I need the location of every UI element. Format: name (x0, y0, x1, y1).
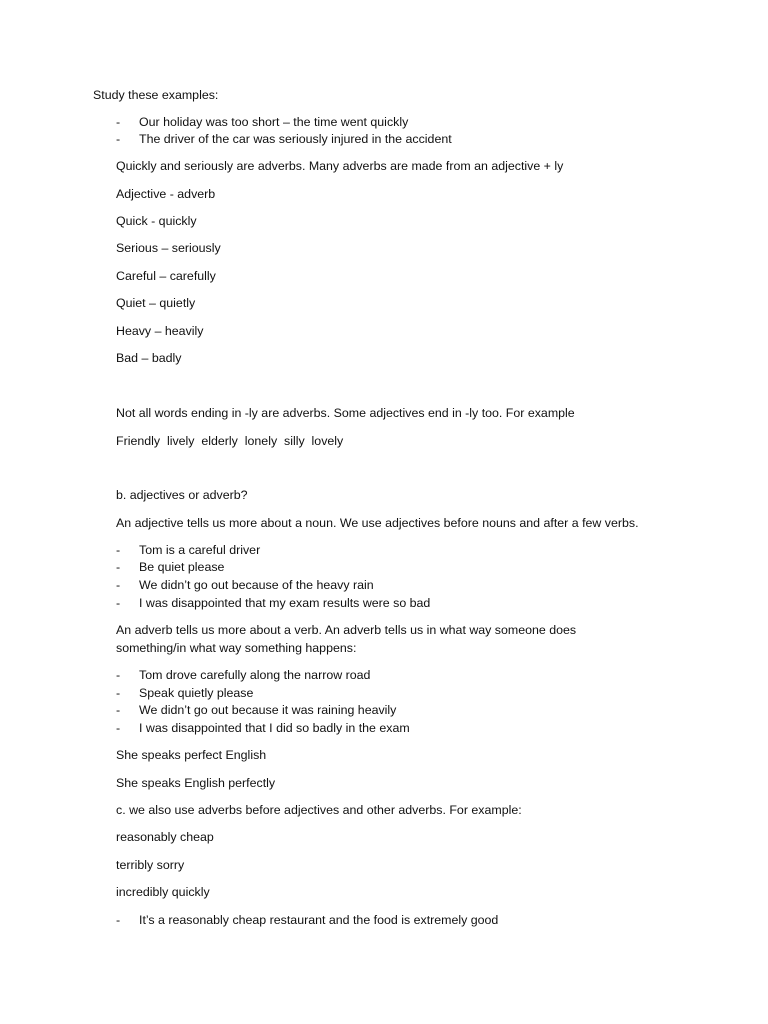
bullet-dash: - (116, 543, 121, 557)
compare-line: She speaks English perfectly (116, 776, 276, 790)
pair-line: Quick - quickly (116, 214, 197, 228)
adjective-bullet: Be quiet please (139, 560, 225, 574)
bullet-dash: - (116, 132, 121, 146)
adverb-definition-line-1: An adverb tells us more about a verb. An adverb tells us in what way someone does (116, 623, 577, 637)
pair-line: Quiet – quietly (116, 296, 196, 310)
adverb-definition-line-2: something/in what way something happens: (116, 641, 357, 655)
adjective-bullet: We didn’t go out because of the heavy rain (139, 578, 374, 592)
adverb-bullet: Tom drove carefully along the narrow road (139, 668, 371, 682)
bullet-dash: - (116, 686, 121, 700)
ly-examples: Friendly lively elderly lonely silly lovely (116, 434, 344, 448)
pair-line: Careful – carefully (116, 269, 216, 283)
adjective-definition: An adjective tells us more about a noun. We use adjectives before nouns and after a few verbs. (116, 516, 639, 530)
bullet-dash: - (116, 913, 121, 927)
section-c-heading: c. we also use adverbs before adjectives and other adverbs. For example: (116, 803, 522, 817)
example-phrase: incredibly quickly (116, 885, 210, 899)
adverb-bullet: We didn’t go out because it was raining heavily (139, 703, 397, 717)
adjective-bullet: Tom is a careful driver (139, 543, 261, 557)
bullet-dash: - (116, 721, 121, 735)
adjective-bullet: I was disappointed that my exam results were so bad (139, 596, 431, 610)
adverb-bullet: I was disappointed that I did so badly in the exam (139, 721, 410, 735)
bullet-dash: - (116, 668, 121, 682)
pair-line: Heavy – heavily (116, 324, 204, 338)
section-b-heading: b. adjectives or adverb? (116, 488, 248, 502)
section-c-bullet: It’s a reasonably cheap restaurant and the food is extremely good (139, 913, 499, 927)
bullet-dash: - (116, 596, 121, 610)
pair-line: Serious – seriously (116, 241, 221, 255)
pair-line: Adjective - adverb (116, 187, 216, 201)
intro-bullet: The driver of the car was seriously injured in the accident (139, 132, 452, 146)
bullet-dash: - (116, 578, 121, 592)
bullet-dash: - (116, 703, 121, 717)
adverb-info: Quickly and seriously are adverbs. Many adverbs are made from an adjective + ly (116, 159, 564, 173)
ly-note: Not all words ending in -ly are adverbs. Some adjectives end in -ly too. For example (116, 406, 575, 420)
bullet-dash: - (116, 560, 121, 574)
bullet-dash: - (116, 115, 121, 129)
compare-line: She speaks perfect English (116, 748, 267, 762)
example-phrase: reasonably cheap (116, 830, 214, 844)
intro-bullet: Our holiday was too short – the time went quickly (139, 115, 409, 129)
intro-heading: Study these examples: (93, 88, 219, 102)
example-phrase: terribly sorry (116, 858, 185, 872)
adverb-bullet: Speak quietly please (139, 686, 254, 700)
pair-line: Bad – badly (116, 351, 182, 365)
